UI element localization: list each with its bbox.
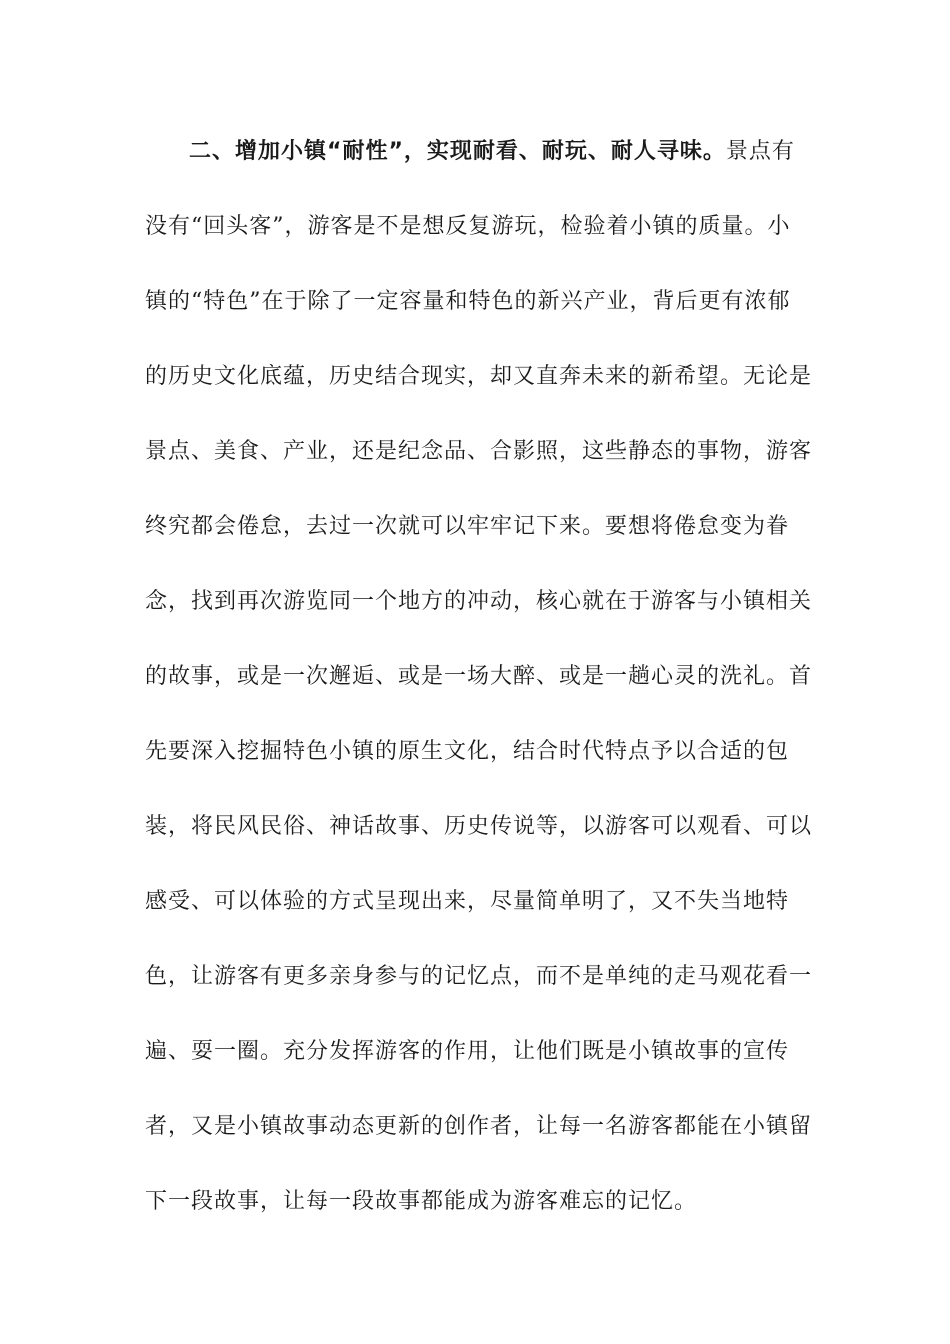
body-paragraph: [145, 130, 813, 1255]
text-line: 的故事，或是一次邂逅、或是一场大醉、或是一趟心灵的洗礼。首: [145, 664, 813, 689]
text-line: 镇的“特色”在于除了一定容量和特色的新兴产业，背后更有浓郁: [145, 289, 791, 314]
text-line: 的历史文化底蕴，历史结合现实，却又直奔未来的新希望。无论是: [145, 364, 813, 389]
text-line: 遍、耍一圈。充分发挥游客的作用，让他们既是小镇故事的宣传: [145, 1039, 790, 1064]
text-line: 装，将民风民俗、神话故事、历史传说等，以游客可以观看、可以: [145, 814, 813, 839]
text-line: 终究都会倦怠，去过一次就可以牢牢记下来。要想将倦怠变为眷: [145, 514, 790, 539]
text-line: 先要深入挖掘特色小镇的原生文化，结合时代特点予以合适的包: [145, 739, 790, 764]
text-line: 下一段故事，让每一段故事都能成为游客难忘的记忆。: [145, 1189, 698, 1214]
text-line: 景点、美食、产业，还是纪念品、合影照，这些静态的事物，游客: [145, 439, 813, 464]
paragraph-first-line: [145, 130, 805, 205]
text-line: 景点有: [725, 139, 795, 164]
text-line: 感受、可以体验的方式呈现出来，尽量简单明了，又不失当地特: [145, 889, 790, 914]
text-line: 者，又是小镇故事动态更新的创作者，让每一名游客都能在小镇留: [145, 1114, 813, 1139]
text-line: 没有“回头客”，游客是不是想反复游玩，检验着小镇的质量。小: [145, 214, 791, 239]
text-line: 念，找到再次游览同一个地方的冲动，核心就在于游客与小镇相关: [145, 589, 813, 614]
text-line: 色，让游客有更多亲身参与的记忆点，而不是单纯的走马观花看一: [145, 964, 813, 989]
section-heading: 二、增加小镇“耐性”，实现耐看、耐玩、耐人寻味。: [189, 139, 726, 164]
